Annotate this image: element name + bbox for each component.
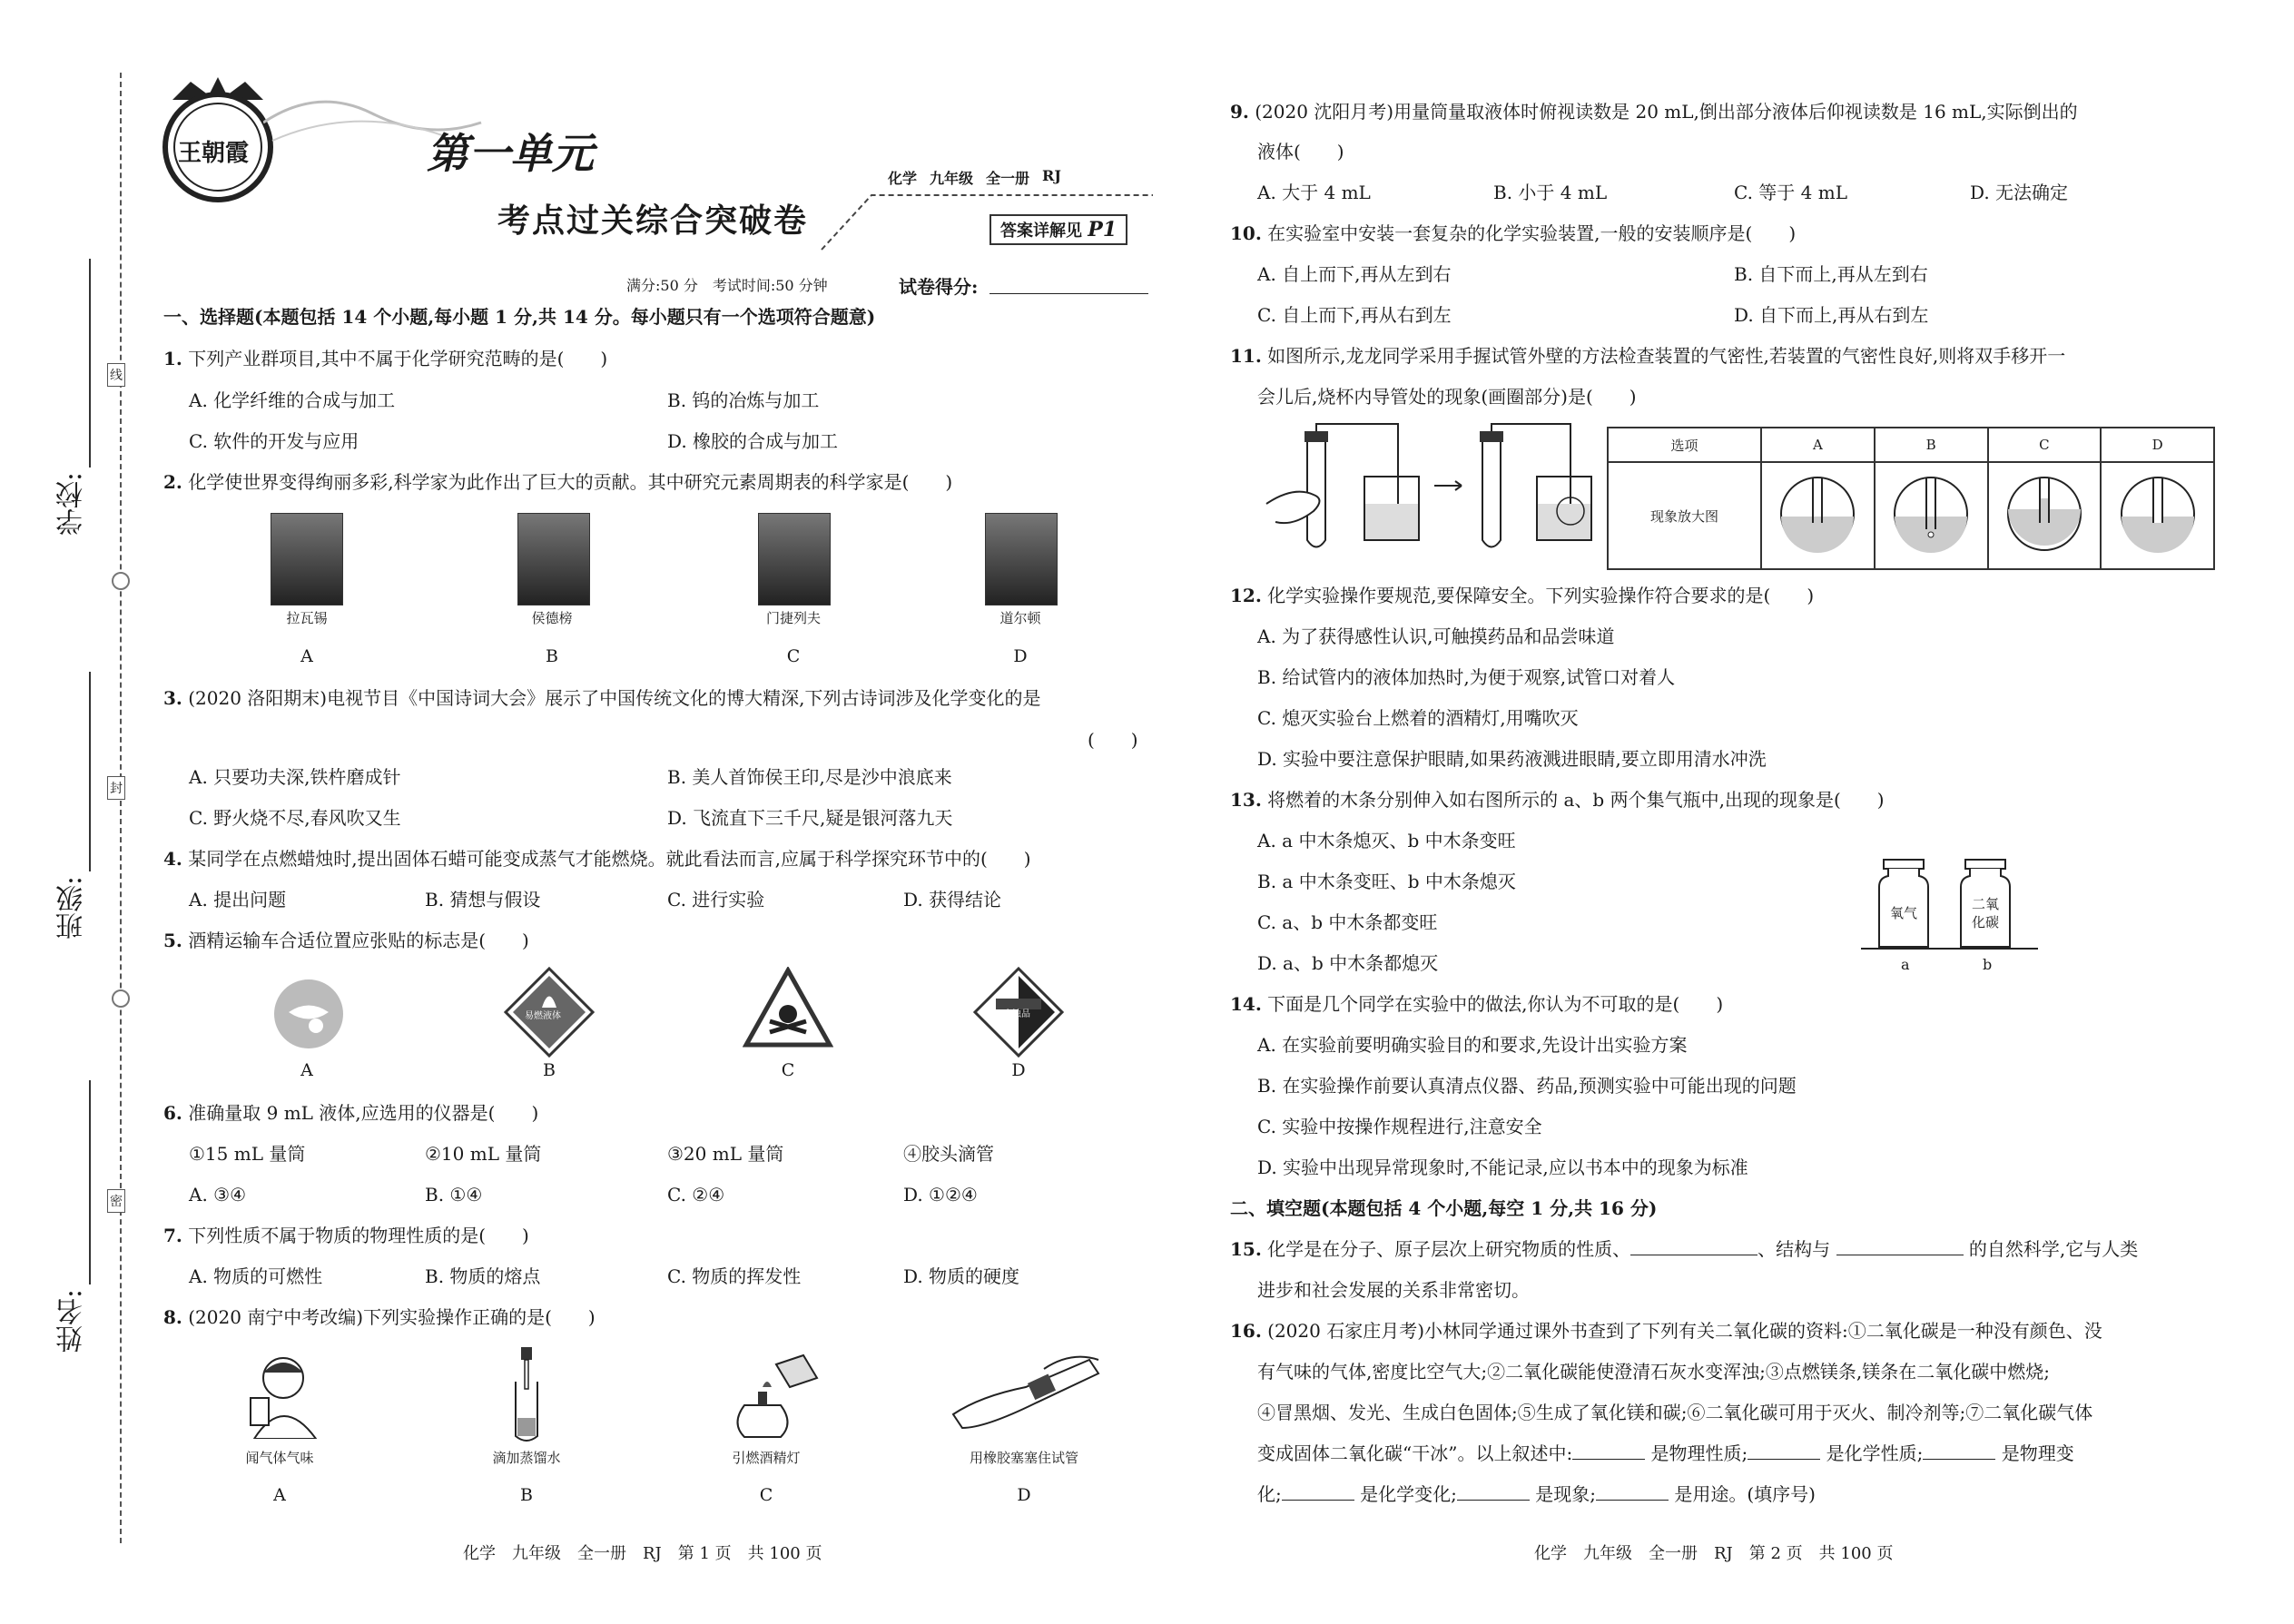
smell-gas-illustration <box>236 1353 327 1439</box>
question-16: 16. (2020 石家庄月考)小林同学通过课外书查到了下列有关二氧化碳的资料:①二氧化碳是一种没有颜色、没 <box>1230 1320 2102 1342</box>
section-1-title: 一、选择题(本题包括 14 个小题,每小题 1 分,共 14 分。每小题只有一个选项符合题意) <box>163 306 876 328</box>
q5-option-c[interactable]: C <box>781 1060 795 1080</box>
q12-option-b[interactable]: B. 给试管内的液体加热时,为便于观察,试管口对着人 <box>1257 666 1676 688</box>
q1-option-b[interactable]: B. 钨的冶炼与加工 <box>667 389 820 411</box>
q7-option-c[interactable]: C. 物质的挥发性 <box>667 1265 802 1287</box>
q9-option-d[interactable]: D. 无法确定 <box>1970 182 2069 203</box>
phenomenon-b[interactable] <box>1875 462 1988 569</box>
question-6: 6. 准确量取 9 mL 液体,应选用的仪器是( ) <box>163 1102 539 1124</box>
q8-option-c[interactable]: C <box>759 1485 773 1505</box>
binding-hole-2 <box>112 989 130 1008</box>
question-1: 1. 下列产业群项目,其中不属于化学研究范畴的是( ) <box>163 348 608 369</box>
seal-mark-3: 密 <box>107 1189 125 1213</box>
jar-b-label-2: 化碳 <box>1972 914 2000 930</box>
q4-option-b[interactable]: B. 猜想与假设 <box>425 889 541 910</box>
q2-option-c[interactable]: C <box>786 646 801 666</box>
q16-blank-use[interactable] <box>1596 1500 1669 1501</box>
question-4: 4. 某同学在点燃蜡烛时,提出固体石蜡可能变成蒸气才能燃烧。就此看法而言,应属于科学探究环节中的( ) <box>163 848 1031 870</box>
exam-subtitle: 考点过关综合突破卷 <box>497 202 809 240</box>
score-blank[interactable] <box>989 293 1148 294</box>
logo-text: 王朝霞 <box>178 140 250 167</box>
q8-option-d[interactable]: D <box>1017 1485 1031 1505</box>
meta-subject: 化学 <box>888 170 918 187</box>
q9-option-c[interactable]: C. 等于 4 mL <box>1734 182 1847 203</box>
meta-grade: 九年级 <box>930 170 974 187</box>
question-16-line-2: 有气味的气体,密度比空气大;②二氧化碳能使澄清石灰水变浑浊;③点燃镁条,镁条在二氧化碳中燃烧; <box>1257 1361 2050 1383</box>
table-header-a[interactable]: A <box>1761 428 1875 462</box>
school-blank <box>89 259 91 468</box>
question-2: 2. 化学使世界变得绚丽多彩,科学家为此作出了巨大的贡献。其中研究元素周期表的科学家是( ) <box>163 471 953 493</box>
class-label: 班级: <box>56 876 88 940</box>
q16-blank-physical-property[interactable] <box>1572 1459 1645 1460</box>
q5-option-b[interactable]: B <box>543 1060 556 1080</box>
q8-option-a[interactable]: A <box>273 1485 286 1505</box>
portrait-dalton <box>985 513 1058 605</box>
q1-option-a[interactable]: A. 化学纤维的合成与加工 <box>189 389 396 411</box>
q14-option-c[interactable]: C. 实验中按操作规程进行,注意安全 <box>1257 1116 1542 1137</box>
answer-ref-box <box>989 214 1127 245</box>
q2-caption-b: 侯德榜 <box>531 610 573 626</box>
q8-caption-c: 引燃酒精灯 <box>732 1450 801 1466</box>
q2-option-a[interactable]: A <box>300 646 313 666</box>
question-16-line-3: ④冒黑烟、发光、生成白色固体;⑤生成了氧化镁和碳;⑥二氧化碳可用于灭火、制冷剂等;⑦二氧化碳气体 <box>1257 1402 2093 1423</box>
q3-option-b[interactable]: B. 美人首饰侯王印,尽是沙中浪底来 <box>667 766 952 788</box>
phenomenon-c[interactable] <box>1988 462 2102 569</box>
q8-caption-a: 闻气体气味 <box>245 1450 314 1466</box>
q9-option-b[interactable]: B. 小于 4 mL <box>1493 182 1608 203</box>
q16-blank-chemical-property[interactable] <box>1748 1459 1820 1460</box>
q6-instrument-4: ④胶头滴管 <box>903 1143 994 1165</box>
q13-option-b[interactable]: B. a 中木条变旺、b 中木条熄灭 <box>1257 871 1516 892</box>
q7-option-d[interactable]: D. 物质的硬度 <box>903 1265 1020 1287</box>
phenomenon-table <box>1607 427 2215 570</box>
q13-option-d[interactable]: D. a、b 中木条都熄灭 <box>1257 952 1439 974</box>
course-meta <box>888 167 1061 188</box>
jar-b-letter: b <box>1983 956 1993 973</box>
question-13: 13. 将燃着的木条分别伸入如右图所示的 a、b 两个集气瓶中,出现的现象是( ) <box>1230 789 1885 811</box>
portrait-lavoisier <box>271 513 343 605</box>
toxic-sign <box>743 967 833 1048</box>
question-7: 7. 下列性质不属于物质的物理性质的是( ) <box>163 1225 529 1246</box>
q1-option-c[interactable]: C. 软件的开发与应用 <box>189 430 359 452</box>
seal-mark-1: 线 <box>107 363 125 387</box>
q6-instrument-1: ①15 mL 量筒 <box>189 1143 306 1165</box>
airtightness-apparatus-diagram <box>1257 422 1593 567</box>
q10-option-b[interactable]: B. 自下而上,再从左到右 <box>1734 263 1928 285</box>
q6-option-c[interactable]: C. ②④ <box>667 1184 725 1206</box>
school-label: 学校: <box>56 472 88 536</box>
question-16-line-5: 化; 是化学变化; 是现象; 是用途。(填序号) <box>1257 1483 1816 1505</box>
q16-blank-chemical-change[interactable] <box>1282 1500 1354 1501</box>
q3-option-c[interactable]: C. 野火烧不尽,春风吹又生 <box>189 807 401 829</box>
q1-option-d[interactable]: D. 橡胶的合成与加工 <box>667 430 839 452</box>
table-header-b[interactable]: B <box>1875 428 1988 462</box>
seal-mark-2: 封 <box>107 776 125 800</box>
question-12: 12. 化学实验操作要规范,要保障安全。下列实验操作符合要求的是( ) <box>1230 585 1815 606</box>
q8-option-b[interactable]: B <box>520 1485 533 1505</box>
jar-b-label-1: 二氧 <box>1972 896 2000 912</box>
binding-line <box>120 73 122 1543</box>
q4-option-d[interactable]: D. 获得结论 <box>903 889 1002 910</box>
q7-option-b[interactable]: B. 物质的熔点 <box>425 1265 541 1287</box>
table-row-label: 现象放大图 <box>1608 462 1761 569</box>
question-11-cont: 会儿后,烧杯内导管处的现象(画圈部分)是( ) <box>1257 386 1637 408</box>
answer-ref-text: 答案详解见 <box>1000 221 1082 241</box>
q14-option-d[interactable]: D. 实验中出现异常现象时,不能记录,应以书本中的现象为标准 <box>1257 1156 1748 1178</box>
q4-option-a[interactable]: A. 提出问题 <box>189 889 287 910</box>
q12-option-a[interactable]: A. 为了获得感性认识,可触摸药品和品尝味道 <box>1257 625 1615 647</box>
portrait-hou-debang <box>517 513 590 605</box>
q14-option-a[interactable]: A. 在实验前要明确实验目的和要求,先设计出实验方案 <box>1257 1034 1688 1056</box>
phenomenon-d[interactable] <box>2101 462 2214 569</box>
table-header-d[interactable]: D <box>2101 428 2214 462</box>
jar-a-label: 氧气 <box>1890 905 1918 921</box>
phenomenon-a[interactable] <box>1761 462 1875 569</box>
unit-title: 第一单元 <box>427 129 594 178</box>
question-5: 5. 酒精运输车合适位置应张贴的标志是( ) <box>163 930 529 951</box>
q5-option-a[interactable]: A <box>300 1060 313 1080</box>
q6-instrument-2: ②10 mL 量筒 <box>425 1143 542 1165</box>
q4-option-c[interactable]: C. 进行实验 <box>667 889 765 910</box>
sign-b-text: 易燃液体 <box>525 1011 561 1021</box>
q2-option-b[interactable]: B <box>546 646 558 666</box>
q5-option-d[interactable]: D <box>1011 1060 1026 1080</box>
sign-d-text: 腐蚀品 <box>1003 1009 1030 1019</box>
q8-caption-b: 滴加蒸馏水 <box>492 1450 561 1466</box>
q6-option-d[interactable]: D. ①②④ <box>903 1184 978 1206</box>
section-2-title: 二、填空题(本题包括 4 个小题,每空 1 分,共 16 分) <box>1230 1197 1658 1219</box>
table-header-option: 选项 <box>1608 428 1761 462</box>
question-9-cont: 液体( ) <box>1257 141 1344 162</box>
score-info: 满分:50 分 考试时间:50 分钟 <box>626 277 828 294</box>
q12-option-c[interactable]: C. 熄灭实验台上燃着的酒精灯,用嘴吹灭 <box>1257 707 1579 729</box>
q7-option-a[interactable]: A. 物质的可燃性 <box>189 1265 323 1287</box>
question-15-cont: 进步和社会发展的关系非常密切。 <box>1257 1279 1530 1301</box>
q3-option-d[interactable]: D. 飞流直下三千尺,疑是银河落九天 <box>667 807 953 829</box>
table-header-c[interactable]: C <box>1988 428 2102 462</box>
meta-volume: 全一册 <box>986 170 1030 187</box>
q3-option-a[interactable]: A. 只要功夫深,铁杵磨成针 <box>189 766 401 788</box>
q10-option-c[interactable]: C. 自上而下,再从右到左 <box>1257 304 1452 326</box>
stopper-test-tube-illustration <box>944 1342 1108 1442</box>
name-label: 姓名: <box>56 1289 88 1353</box>
q13-option-a[interactable]: A. a 中木条熄灭、b 中木条变旺 <box>1257 830 1516 851</box>
question-9: 9. (2020 沈阳月考)用量筒量取液体时俯视读数是 20 mL,倒出部分液体后仰视读数是 16 mL,实际倒出的 <box>1230 101 2078 123</box>
q16-blank-physical-change[interactable] <box>1923 1459 1995 1460</box>
q2-caption-c: 门捷列夫 <box>765 610 821 626</box>
footer-left: 化学 九年级 全一册 RJ 第 1 页 共 100 页 <box>463 1544 822 1563</box>
q10-option-d[interactable]: D. 自下而上,再从右到左 <box>1734 304 1929 326</box>
footer-right: 化学 九年级 全一册 RJ 第 2 页 共 100 页 <box>1534 1544 1894 1563</box>
q12-option-d[interactable]: D. 实验中要注意保护眼睛,如果药液溅进眼睛,要立即用清水冲洗 <box>1257 748 1767 770</box>
meta-edition: RJ <box>1042 167 1061 184</box>
q8-caption-d: 用橡胶塞塞住试管 <box>969 1450 1078 1466</box>
q6-instrument-3: ③20 mL 量筒 <box>667 1143 784 1165</box>
class-blank <box>89 672 91 871</box>
jar-a-letter: a <box>1901 956 1910 973</box>
water-saving-sign <box>271 976 347 1052</box>
score-label: 试卷得分: <box>899 276 979 298</box>
q9-option-a[interactable]: A. 大于 4 mL <box>1257 182 1371 203</box>
gas-jars-diagram <box>1861 858 2043 958</box>
question-11: 11. 如图所示,龙龙同学采用手握试管外壁的方法检查装置的气密性,若装置的气密性良好,则将双手移开一 <box>1230 345 2066 367</box>
light-alcohol-lamp-illustration <box>726 1351 826 1442</box>
q6-option-b[interactable]: B. ①④ <box>425 1184 483 1206</box>
question-10: 10. 在实验室中安装一套复杂的化学实验装置,一般的安装顺序是( ) <box>1230 222 1797 244</box>
q2-option-d[interactable]: D <box>1013 646 1028 666</box>
portrait-mendeleev <box>758 513 831 605</box>
q2-caption-a: 拉瓦锡 <box>286 610 328 626</box>
question-15: 15. 化学是在分子、原子层次上研究物质的性质、 、结构与 的自然科学,它与人类 <box>1230 1238 2139 1260</box>
q13-option-c[interactable]: C. a、b 中木条都变旺 <box>1257 911 1438 933</box>
answer-ref-page: P1 <box>1088 218 1117 241</box>
question-3: 3. (2020 洛阳期末)电视节目《中国诗词大会》展示了中国传统文化的博大精深,下列古诗词涉及化学变化的是 <box>163 687 1041 709</box>
q3-answer-paren: ( ) <box>1088 729 1138 751</box>
binding-hole-1 <box>112 572 130 590</box>
q16-blank-phenomenon[interactable] <box>1457 1500 1530 1501</box>
question-14: 14. 下面是几个同学在实验中的做法,你认为不可取的是( ) <box>1230 993 1724 1015</box>
add-distilled-water-illustration <box>508 1345 545 1445</box>
q10-option-a[interactable]: A. 自上而下,再从左到右 <box>1257 263 1452 285</box>
q6-option-a[interactable]: A. ③④ <box>189 1184 247 1206</box>
question-8: 8. (2020 南宁中考改编)下列实验操作正确的是( ) <box>163 1306 596 1328</box>
q14-option-b[interactable]: B. 在实验操作前要认真清点仪器、药品,预测实验中可能出现的问题 <box>1257 1075 1797 1097</box>
name-blank <box>89 1080 91 1284</box>
q2-caption-d: 道尔顿 <box>999 610 1041 626</box>
question-16-line-4: 变成固体二氧化碳“干冰”。以上叙述中: 是物理性质; 是化学性质; 是物理变 <box>1257 1442 2074 1464</box>
